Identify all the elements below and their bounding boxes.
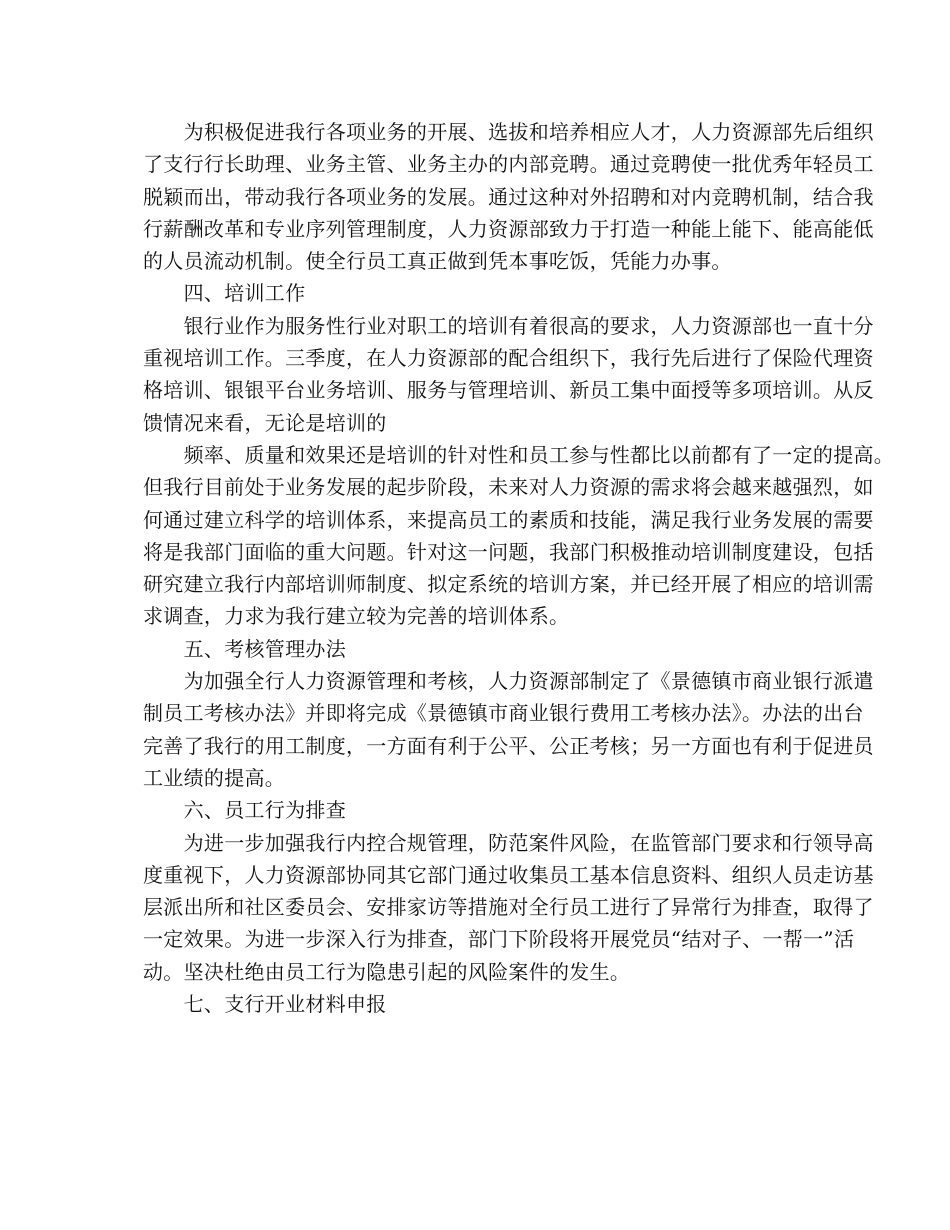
section-heading: 五、考核管理办法 bbox=[143, 636, 346, 661]
paragraph-line: 为加强全行人力资源管理和考核，人力资源部制定了《景德镇市商业银行派遣 bbox=[143, 669, 874, 694]
paragraph-line: 的人员流动机制。使全行员工真正做到凭本事吃饭，凭能力办事。 bbox=[143, 249, 732, 274]
paragraph-line: 脱颖而出，带动我行各项业务的发展。通过这种对外招聘和对内竞聘机制，结合我 bbox=[143, 184, 874, 209]
paragraph-line: 但我行目前处于业务发展的起步阶段，未来对人力资源的需求将会越来越强烈，如 bbox=[143, 475, 874, 500]
paragraph-line: 层派出所和社区委员会、安排家访等措施对全行员工进行了异常行为排查，取得了 bbox=[143, 895, 874, 920]
paragraph-line: 动。坚决杜绝由员工行为隐患引起的风险案件的发生。 bbox=[143, 959, 631, 984]
paragraph-line: 一定效果。为进一步深入行为排查，部门下阶段将开展党员“结对子、一帮一”活 bbox=[143, 927, 855, 952]
paragraph-line: 为积极促进我行各项业务的开展、选拔和培养相应人才，人力资源部先后组织 bbox=[143, 120, 874, 144]
paragraph-line: 频率、质量和效果还是培训的针对性和员工参与性都比以前都有了一定的提高。 bbox=[143, 442, 895, 467]
section-heading: 六、员工行为排查 bbox=[143, 798, 346, 823]
paragraph-line: 为进一步加强我行内控合规管理，防范案件风险，在监管部门要求和行领导高 bbox=[143, 830, 874, 855]
paragraph-line: 完善了我行的用工制度，一方面有利于公平、公正考核；另一方面也有利于促进员 bbox=[143, 733, 874, 758]
paragraph-line: 何通过建立科学的培训体系，来提高员工的素质和技能，满足我行业务发展的需要 bbox=[143, 507, 874, 532]
document-page bbox=[143, 116, 895, 1020]
paragraph-line: 重视培训工作。三季度，在人力资源部的配合组织下，我行先后进行了保险代理资 bbox=[143, 346, 874, 371]
paragraph-line: 将是我部门面临的重大问题。针对这一问题，我部门积极推动培训制度建设，包括 bbox=[143, 539, 874, 564]
paragraph-line: 研究建立我行内部培训师制度、拟定系统的培训方案，并已经开展了相应的培训需 bbox=[143, 572, 874, 597]
section-heading: 七、支行开业材料申报 bbox=[143, 992, 387, 1017]
paragraph-line: 工业绩的提高。 bbox=[143, 765, 286, 790]
section-heading: 四、培训工作 bbox=[143, 281, 306, 306]
paragraph-line: 银行业作为服务性行业对职工的培训有着很高的要求，人力资源部也一直十分 bbox=[143, 313, 874, 338]
paragraph-line: 了支行行长助理、业务主管、业务主办的内部竞聘。通过竞聘使一批优秀年轻员工 bbox=[143, 152, 874, 177]
paragraph-line: 度重视下，人力资源部协同其它部门通过收集员工基本信息资料、组织人员走访基 bbox=[143, 862, 874, 887]
paragraph-line: 馈情况来看，无论是培训的 bbox=[143, 410, 387, 435]
paragraph-line: 格培训、银银平台业务培训、服务与管理培训、新员工集中面授等多项培训。从反 bbox=[143, 378, 874, 403]
paragraph-line: 求调查，力求为我行建立较为完善的培训体系。 bbox=[143, 604, 570, 629]
paragraph-line: 行薪酬改革和专业序列管理制度，人力资源部致力于打造一种能上能下、能高能低 bbox=[143, 216, 874, 241]
paragraph-line: 制员工考核办法》并即将完成《景德镇市商业银行费用工考核办法》。办法的出台 bbox=[143, 701, 864, 726]
